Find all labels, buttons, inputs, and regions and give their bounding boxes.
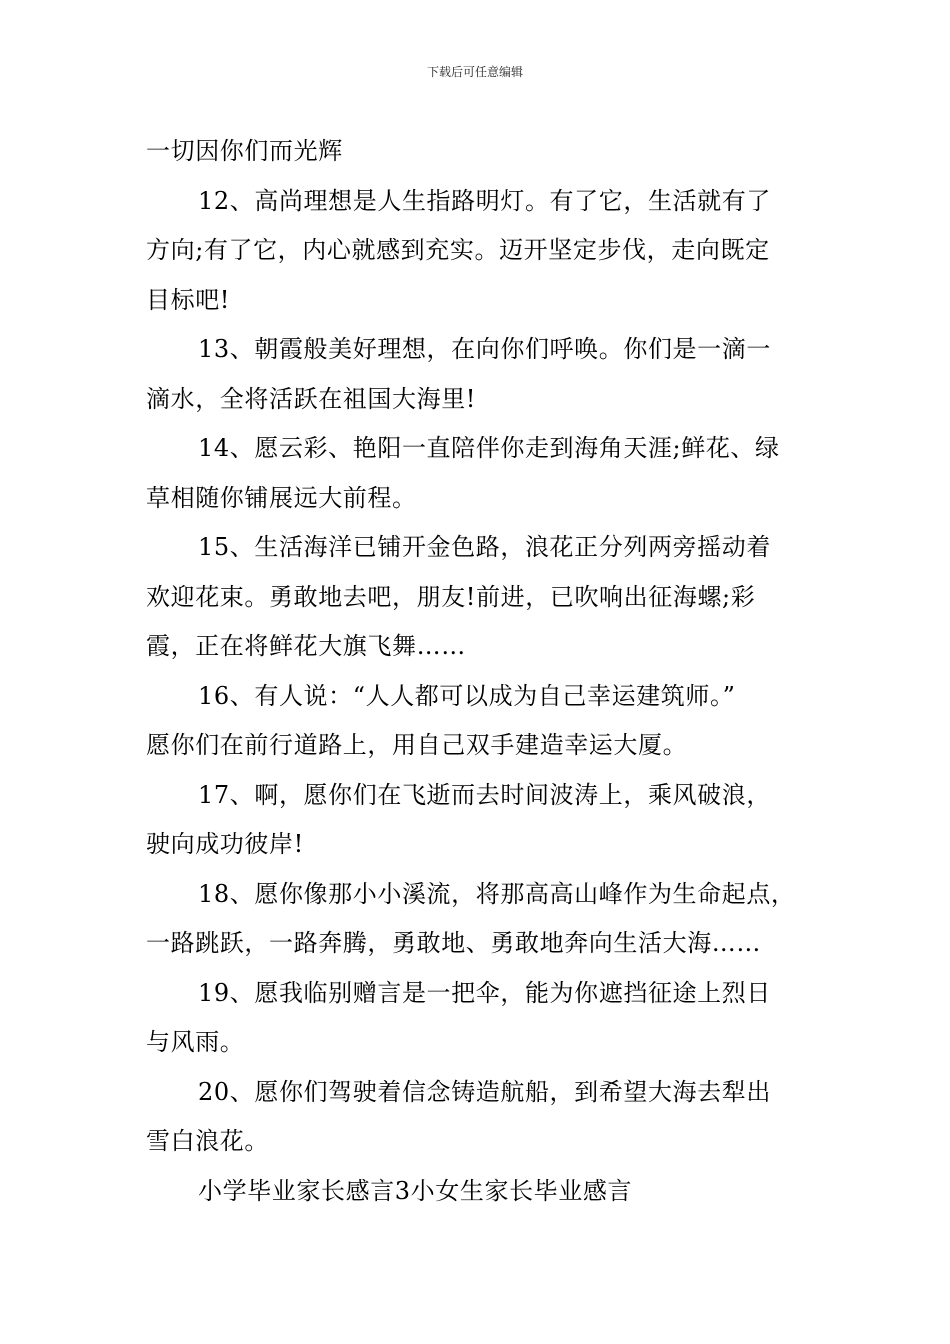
paragraph-20-line-1: 20、愿你们驾驶着信念铸造航船，到希望大海去犁出 bbox=[198, 1077, 771, 1106]
page-header: 下载后可任意编辑 bbox=[426, 65, 523, 79]
paragraph-16-line-2: 愿你们在前行道路上，用自己双手建造幸运大厦。 bbox=[146, 731, 688, 759]
paragraph-15-line-2: 欢迎花束。勇敢地去吧，朋友!前进，已吹响出征海螺;彩 bbox=[146, 582, 756, 611]
paragraph-18-line-2: 一路跳跃，一路奔腾，勇敢地、勇敢地奔向生活大海…… bbox=[146, 929, 761, 957]
section-heading: 小学毕业家长感言3小女生家长毕业感言 bbox=[198, 1176, 633, 1205]
paragraph-18-line-1: 18、愿你像那小小溪流，将那高高山峰作为生命起点， bbox=[198, 879, 796, 908]
paragraph-17-line-1: 17、啊，愿你们在飞逝而去时间波涛上，乘风破浪， bbox=[198, 780, 771, 809]
paragraph-15-line-1: 15、生活海洋已铺开金色路，浪花正分列两旁摇动着 bbox=[198, 533, 771, 561]
paragraph-12-line-1: 12、高尚理想是人生指路明灯。有了它，生活就有了 bbox=[198, 186, 771, 215]
paragraph-12-line-3: 目标吧! bbox=[146, 285, 231, 314]
paragraph-16-line-1: 16、有人说：“人人都可以成为自己幸运建筑师。” bbox=[198, 681, 736, 710]
document-body bbox=[146, 127, 826, 1216]
paragraph-19-line-1: 19、愿我临别赠言是一把伞，能为你遮挡征途上烈日 bbox=[198, 978, 771, 1007]
paragraph-20-line-2: 雪白浪花。 bbox=[146, 1127, 269, 1155]
paragraph-17-line-2: 驶向成功彼岸! bbox=[146, 830, 304, 858]
paragraph-14-line-1: 14、愿云彩、艳阳一直陪伴你走到海角天涯;鲜花、绿 bbox=[198, 434, 780, 462]
paragraph-13-line-2: 滴水，全将活跃在祖国大海里! bbox=[146, 384, 477, 413]
text-line: 一切因你们而光辉 bbox=[146, 137, 343, 165]
paragraph-19-line-2: 与风雨。 bbox=[146, 1028, 245, 1056]
paragraph-12-line-2: 方向;有了它，内心就感到充实。迈开坚定步伐，走向既定 bbox=[146, 236, 770, 264]
paragraph-13-line-1: 13、朝霞般美好理想，在向你们呼唤。你们是一滴一 bbox=[198, 335, 771, 363]
paragraph-14-line-2: 草相随你铺展远大前程。 bbox=[146, 483, 417, 512]
paragraph-15-line-3: 霞，正在将鲜花大旗飞舞…… bbox=[146, 632, 466, 660]
